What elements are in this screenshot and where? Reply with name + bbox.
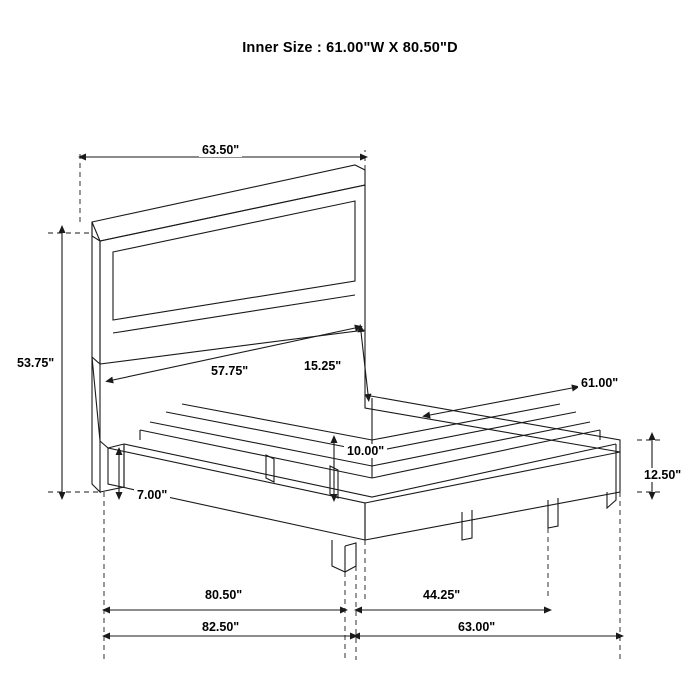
dim-label-slat-height: 10.00" xyxy=(344,444,387,458)
extension-lines xyxy=(48,150,660,660)
near-side-rail-right xyxy=(365,452,620,540)
headboard-inner-panel xyxy=(113,201,355,320)
center-leg-1 xyxy=(266,455,274,482)
dim-label-rail-height: 12.50" xyxy=(641,468,684,482)
page-title: Inner Size : 61.00"W X 80.50"D xyxy=(242,40,458,56)
dimension-arrows xyxy=(62,157,652,636)
front-left-leg xyxy=(332,540,345,572)
dim-label-mattress-width: 61.00" xyxy=(578,376,621,390)
headboard-left-post xyxy=(92,222,100,364)
dim-label-headboard-panel-width: 57.75" xyxy=(208,364,251,378)
front-left-leg-side xyxy=(345,543,356,572)
headboard-left-leg-top xyxy=(92,357,100,441)
dim-label-overall-width: 63.00" xyxy=(455,620,498,634)
bed-outline xyxy=(92,165,620,572)
headboard-leg-joint xyxy=(100,441,108,448)
dim-label-inner-depth: 80.50" xyxy=(202,588,245,602)
rear-right-leg xyxy=(607,487,616,508)
dim-label-leg-height: 7.00" xyxy=(134,488,170,502)
front-mid-leg xyxy=(462,510,472,540)
headboard-foot-top xyxy=(108,444,124,448)
dim-label-overall-depth: 82.50" xyxy=(199,620,242,634)
front-right-leg xyxy=(548,498,558,528)
dim-label-overall-height: 53.75" xyxy=(14,356,57,370)
dim-mattress-width xyxy=(430,388,572,415)
dim-label-headboard-width: 63.50" xyxy=(199,143,242,157)
dim-label-panel-height: 15.25" xyxy=(301,359,344,373)
dim-label-footboard-depth: 44.25" xyxy=(420,588,463,602)
headboard-top-rail xyxy=(92,165,365,241)
